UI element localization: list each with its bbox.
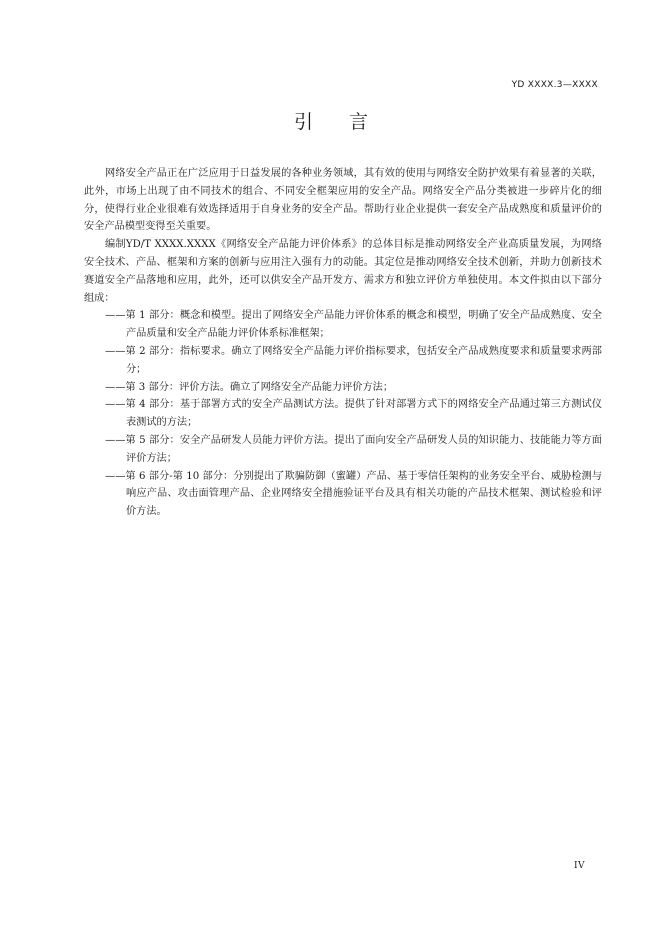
document-code: YD XXXX.3—XXXX [511,80,598,90]
document-body [84,165,602,521]
list-item: ——第 3 部分：评价方法。确立了网络安全产品能力评价方法； [105,381,394,393]
list-item: ——第 4 部分：基于部署方式的安全产品测试方法。提供了针对部署方式下的网络安全产品通过第三方测试仪表测试的方法； [105,399,602,429]
list-item: ——第 5 部分：安全产品研发人员能力评价方法。提出了面向安全产品研发人员的知识能力、技能能力等方面评价方法； [105,434,602,464]
list-item: ——第 6 部分-第 10 部分：分别提出了欺骗防御（蜜罐）产品、基于零信任架构的业务安全平台、威胁检测与响应产品、攻击面管理产品、企业网络安全措施验证平台及具有相关功能的产品技术框架、测试检验和评价方法。 [105,470,602,518]
paragraph: 编制YD/T XXXX.XXXX《网络安全产品能力评价体系》的总体目标是推动网络安全产业高质量发展，为网络安全技术、产品、框架和方案的创新与应用注入强有力的动能。其定位是推动网络安全技术创新，并助力创新技术赛道安全产品落地和应用，此外，还可以供安全产品开发方、需求方和独立评价方单独使用。本文件拟由以下部分组成： [84,239,602,304]
list-item: ——第 1 部分：概念和模型。提出了网络安全产品能力评价体系的概念和模型，明确了安全产品成熟度、安全产品质量和安全产品能力评价体系标准框架； [105,310,602,340]
page-title: 引言 [293,111,404,133]
paragraph: 网络安全产品正在广泛应用于日益发展的各种业务领域，其有效的使用与网络安全防护效果有着显著的关联，此外，市场上出现了由不同技术的组合、不同安全框架应用的安全产品。网络安全产品分类被进一步碎片化的细分，使得行业企业很难有效选择适用于自身业务的安全产品。帮助行业企业提供一套安全产品成熟度和质量评价的安全产品模型变得至关重要。 [84,168,602,233]
page-number: IV [573,861,585,871]
list-item: ——第 2 部分：指标要求。确立了网络安全产品能力评价指标要求，包括安全产品成熟度要求和质量要求两部分； [105,345,602,375]
